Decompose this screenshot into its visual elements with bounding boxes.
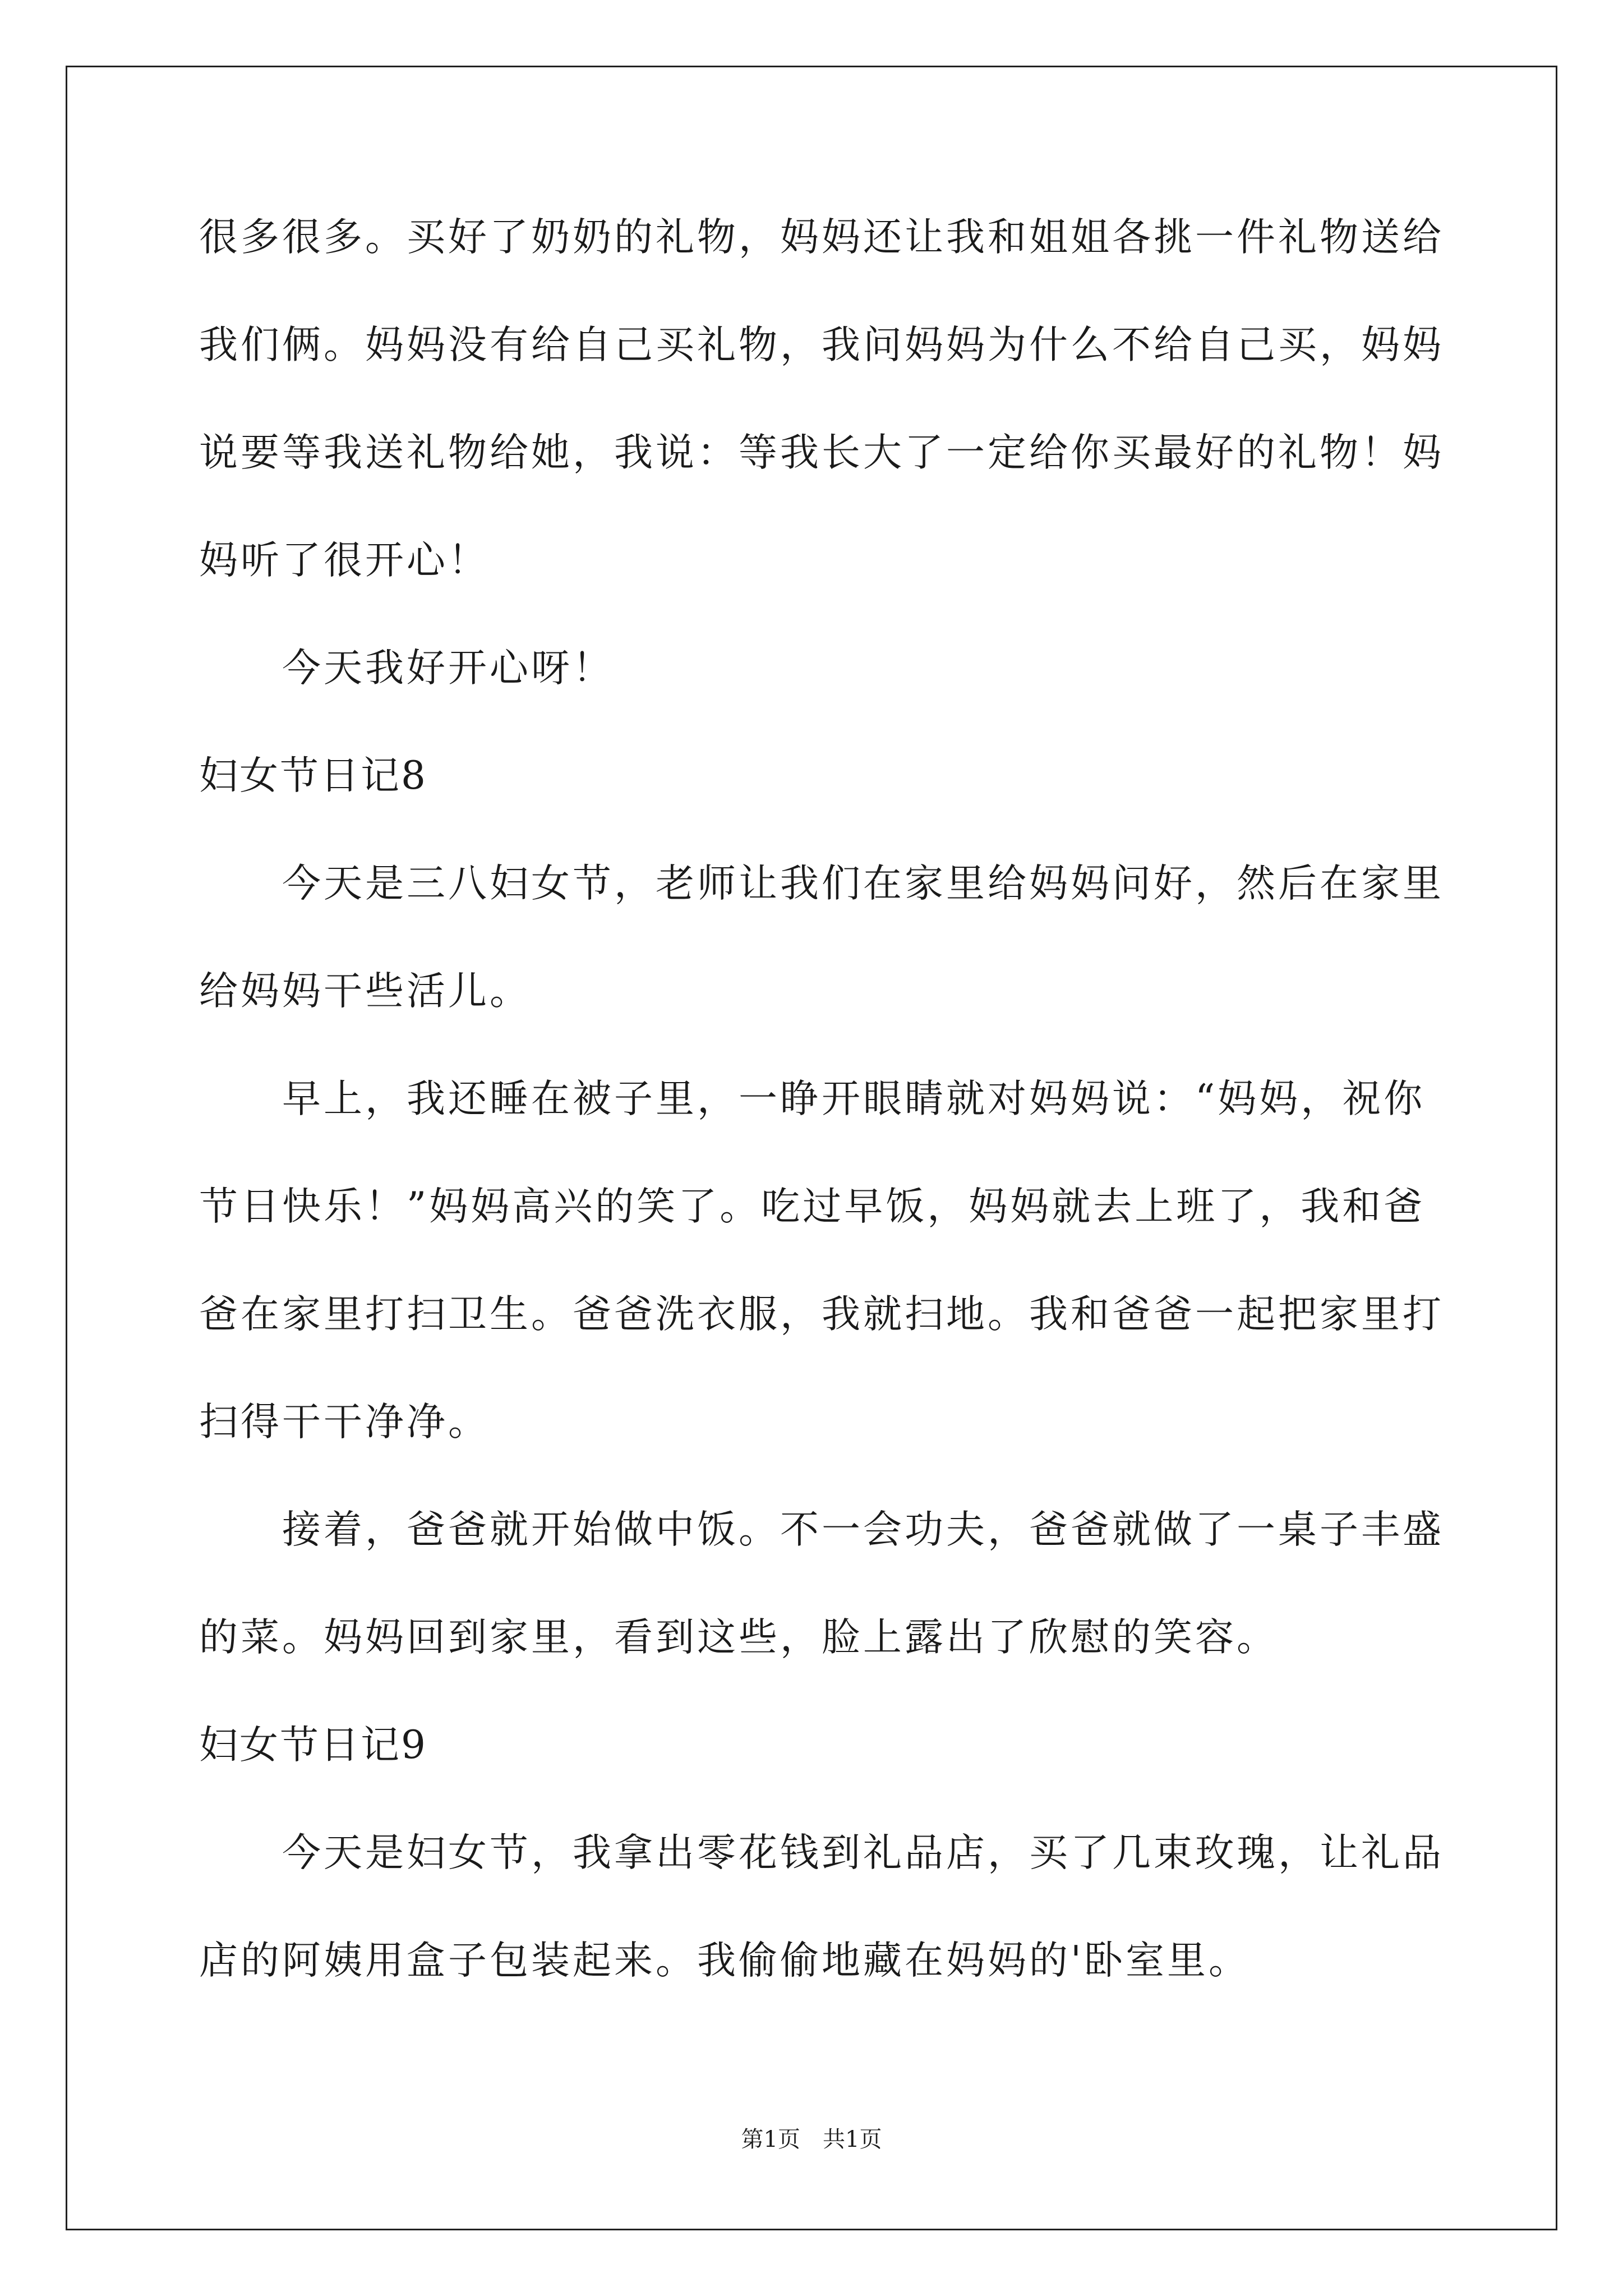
text-line: 说要等我送礼物给她，我说：等我长大了一定给你买最好的礼物！妈	[199, 430, 1444, 475]
text-line: 今天是三八妇女节，老师让我们在家里给妈妈问好，然后在家里	[282, 861, 1444, 906]
text-line: 我们俩。妈妈没有给自己买礼物，我问妈妈为什么不给自己买，妈妈	[199, 323, 1444, 367]
text-line: 的菜。妈妈回到家里，看到这些，脸上露出了欣慰的笑容。	[199, 1615, 1278, 1660]
text-line: 店的阿姨用盒子包装起来。我偷偷地藏在妈妈的'卧室里。	[199, 1938, 1250, 1983]
text-line: 节日快乐！”妈妈高兴的笑了。吃过早饭，妈妈就去上班了，我和爸	[199, 1184, 1426, 1229]
page-footer: 第1页 共1页	[741, 2127, 882, 2152]
text-line: 很多很多。买好了奶奶的礼物，妈妈还让我和姐姐各挑一件礼物送给	[199, 215, 1444, 260]
text-line: 给妈妈干些活儿。	[199, 969, 531, 1014]
text-line: 爸在家里打扫卫生。爸爸洗衣服，我就扫地。我和爸爸一起把家里打	[199, 1292, 1444, 1337]
section-heading: 妇女节日记8	[199, 753, 427, 798]
text-line: 扫得干干净净。	[199, 1400, 490, 1444]
section-heading: 妇女节日记9	[199, 1723, 427, 1768]
text-line: 接着，爸爸就开始做中饭。不一会功夫，爸爸就做了一桌子丰盛	[282, 1507, 1444, 1552]
text-line: 妈听了很开心！	[199, 538, 490, 583]
text-line: 今天是妇女节，我拿出零花钱到礼品店，买了几束玫瑰，让礼品	[282, 1830, 1444, 1875]
text-line: 今天我好开心呀！	[282, 646, 614, 691]
text-line: 早上，我还睡在被子里，一睁开眼睛就对妈妈说：“妈妈，祝你	[282, 1076, 1426, 1121]
page-frame	[66, 66, 1557, 2230]
